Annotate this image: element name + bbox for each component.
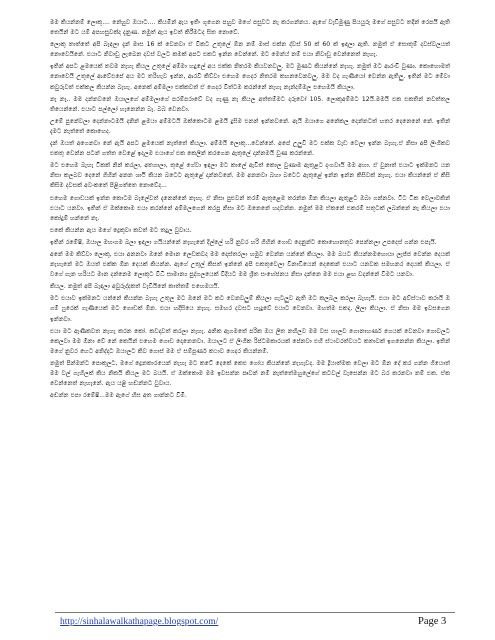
paragraph: මට එහෙම බැහැ ටිකක් නින් කරලා, අතගාලා, තුළේ ගේවා ඉඳලා මට කාලේ ඇවිත් කොල වුණාම ඇතුළට දාංගවායි මම අහා. ඒ වුනාත් එයාට ඉක්මනට යන නිසා කලබව දෙනේ ගිහින් අනන ශාථි කියන බටෙට ඇතුළේ දාන්නවනේ. මම අනනවා බහා බටෙට ඇතුළේ ඉන්න ඉන්න කිසිවක් නැහැ. එයා කියන්නේ ඒ කිසි කිසිම දවසක් අවංකතේ පිළිගත්තෙ නොවේද... — [50, 162, 450, 190]
paragraph: දැන් ඔයත් අගෙනවා නේ ඇයි අපට ළමයෙක් නැත්තේ කියලා. අම්මයි ලොකු...වෙන්නේ. අපේ උලුවී මට එක්ක වැඩ වෙලා ඉන්න බැහැ.ඒ නිසා අපි ලිංගිකව එකතු වෙන්න පටන් ගත්ත වෙළේ ඉදලම එයාගේ එක කෙලින් කරගෙන ඇතුලේ දාන්නමයි වුණ කරන්නේ. — [50, 140, 450, 158]
paragraph: නැ නෑ.. මම දන්නවනේ ඔයාලගේ අම්මලාගේ පරම්පරාවේ වද ගැණු නැ කියල අත්තම්මට දරුවෝ 105. ලොකුඅම්මට 12යි.මමයි එක එකතින් නවත්තල තියෙන්නේ. එයාට පල්ලෝ හැනෙන්න බෑ. බබ වෙනවා. — [50, 95, 450, 113]
paragraph: ලොකු තාත්තේ අපි බැඳලා දැන් මාස 16 ක් වෙනවා ඒ විකට උතුලේ ඕන නම් මාස් එක්න ද්වස් 50 ක් 60 ක් ඉඳලා ඇති. නමුත් ඒ සොතුම් දවස්වලයත් නොවෙයිනේ. එයාට නිවාඩු ලැබෙන දවස් වලට කමක් අපට එකට ඉන්න වෙන්නේ. මට මෙන්ය් නම් එයා නිවාඩු වෙන්නෙත් නැහැ. — [50, 41, 450, 59]
paragraph: එහෙම ගොඩයක් ඉන්න කොටම බැලේවත් දැනෙන්නේ නැහැ. ඒ නිසා පුළුවන් තරම් ඇතුළෙම තරන්න ඕන කියලා ඇතුළට ඔබා ගන්නවා. ටිට ටික වෙලාවකින් එයාට යනවා. ඉතින් ඒ ඔක්කොම එයා කරන්නේ අම්මලගෙන් කරපු නිසා මට ඔනෙනේ හදවන්න. නමුත් මම ඒකනේ එකරම් සතුටක් ලබන්නේ නැ කියලා එයා කෝදුම් හන්නේ නැ. — [50, 194, 450, 222]
page-number: Page 3 — [418, 616, 447, 627]
paragraph: උමේ පුනේවලා දෙන්නාටමයි දනින් ළමයා අම්මටයි ඔක්කොටම ළමයි දුසිම එනන් ඉන්නවනේ. ඇයි ඔයාගෙ අනේකල දෙන්නටත් හතර දෙනෙනේ නේ. ඉතින් දැමට නැත්තේ කොහෙද. — [50, 117, 450, 135]
paragraph: එයා මට ඇණිකවත නැහැ කරන කෝ. කවදාවත් කරලා නැහැ. අනික ඇගමතේ පරික ඔය ලිත නහිලව මම වස හාලව ගොනාහර්ණ ගෙයක් වෙනවා ගොවලට කෙලවා මම ඕනා වේ නේ කෙයින් එහෙම ගොඩ දොනෙනවා. ඔයාලට ඒ ලිංගික රිප්ටමකාරයක් පේනවා එහි ස්ථාවරත්වයට කතාවක් ඉගනෙන්න කියලා. ඉතින් මගේ නුවර හෙට අනිද්දාට ඔයාලට කිව ගොස් මම ඒ සම්පූර්ණ කථාව ගෙදර කියන්නම්. — [50, 327, 450, 355]
paragraph: මම කියන්නම් ලොකු.... නේහුව ඔයාට.... කියමින් ඇය ඉතිං ගුගෙන පහුව මගේ පසුවට නැ කරගන්නය. ඇගේ වැඩිමුණු පියයුරු මගේ පසුවට තදින් රෙපයී ඇති තෙයින් මට යම් අපහසුවක්ද දැනුණ. නමුත් ඇය ඉවත් කිරීමටද සිත නොවේ. — [50, 19, 450, 37]
paragraph: ඉතින් අපට ළමයෙක් තවම නැහැ කියල උතුලේ අම්මා හදුලේ අය එක්ක නිතරම කියවනවලු. මට මුණට කියන්නේ නැහැ. නමුත් මට ආරංචි වුණා. කොහොමත් නොවෙයි උතුලේ ආවේඑපේ අය මට තරිහැව ඉන්න, ආරවී කිව්වා එහෙම ගෙදර නිතරම කහනවෙනවලු. මම වද ගැණියෝ වෙන්න ඇතිලු. ඉතින් මට මේවා කවුරුවත් එක්කල කියන්න බැහැ. අනෙක් අම්මලා එක්කවත් ඒ ගෙදර විත්ටම කරන්නේ නැහැ නැන්දම්මල එහෙමයි කියලා. — [50, 63, 450, 91]
footer-divider — [55, 612, 455, 613]
footer-url-link[interactable]: http://sinhalawalkathapage.blogspot.com/ — [60, 617, 219, 627]
paragraph: අනේ මම කිව්වා ලොකු, එයා අනනවා ඔනේ මොන ලෙඩකවද මම දොස්තරලා හමුව වෙන්න යන්නේ කියලා. මම බයට කියන්නමහොයා ලැජ්ජ වෙන්න දෙයක් නැහැනේ මට ඔයත් එක්ක ඕන දෙයක් කියන්න. ඇගේ උතුල් කිසත් ඉන්නේ අපි එකතුවෙලා විනාඩියෙන් දෙකෙන් එයාට යනවක සමහනර දෙයක් කියලා. ඒ වගේ ගැන හරියට මාන දන්නෙම ලොකුට විධි සාමාන්‍ය පුද්ගලයෙක් විදියට මම ශ්‍රීත සංහේජනය නිසා දන්නෙ මම එයා ළඟ වදන්නේ විමට යනවා. — [50, 250, 450, 279]
paragraph: අඬන්න එපා රමේෂි...මම ඇගේ හිස අත ගාන්නට විමි. — [50, 392, 187, 400]
document-body — [50, 18, 450, 403]
paragraph: මට එයාව ඉක්මනට යන්නේ කියන්න බැහැ උතුල මට ඔනේ මට කට වෙනවලුම් කියලා ගැටලුව ඇති මට කලබල කරලා බැහැයි. එයා මට අව්ස්ථාව කරායි ඔ ගම් ෆුරෙක් ගැණියෙක් මට ගොඩක් ඕන. එයා හදිසියෙ නැහැ. සමහර දවසට හැදුවේ එයාට වෙනවා. මහත්ම එකද, ලීලා කියලා. ඒ නිසා මම ඉවසගෙන ඉන්නවා. — [50, 295, 450, 323]
paragraph: ඉතින් රමේෂි, ඔයාල මහංගම බලා ඉඳලා ගයියන්නේ නැහැනේ දිල්ලේ හරි නුවර හරි ගිහින් ගොඩ දෙනුන්ට කොහොනතුව පෙන්නලා උපදෙස් ගන්න එපැයි. — [50, 238, 437, 246]
paragraph: නමුත් පින්මන්ට පොකුලට, මගේ ද්‍රෙනකාරයෙන් නැහැ මට කටේ දෙකේ කෙළු ගෝය කියන්නේ නැහැවද. මම ද්‍රීයාත්මක වෙලා මට ඕන දේ කර ගන්න ගියොත් මම වල් ගැහිලක් කිය නිකයි කියල මට බයයි. ඒ ඔක්කොම මම ඉවසන්න ප්‍රුවන් නම් නැත්තේමහුලේගේ කටවල් වැසෙන්න මට බර කරනවා නම් එක. ඒක වෙන්නෙත් නැහැනේ. ඇය යළි හඬන්නට වුවාය. — [50, 359, 450, 388]
paragraph: කියල. නමුත් අපි බැඳලා අවුරුද්දකත් වැඩියිනේ කාත්තම් එහෙමයයි. — [50, 283, 220, 291]
paragraph: එකේ කියන්න ඇය මගේ ද්‍රෙකුවා කවත් මට තදුල වුවාය. — [50, 226, 192, 234]
